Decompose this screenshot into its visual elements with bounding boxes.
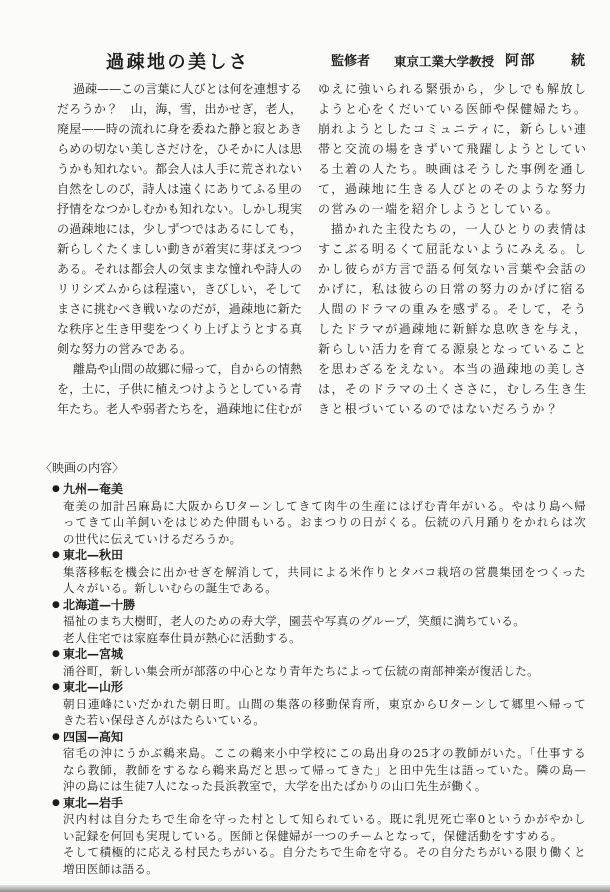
bullet-icon: ● xyxy=(52,797,60,808)
left-column-line: な秩序と生き甲斐をつくり上げようとする真 xyxy=(57,322,302,336)
left-column-line: を，土に，子供に植えつけようとしている青 xyxy=(57,382,302,396)
content-item-region: 東北—岩手 xyxy=(63,795,124,810)
content-item-line: 集落移転を機会に出かせぎを解消して，共同による米作りとタバコ栽培の営農集団をつくった xyxy=(63,564,586,579)
content-item-line: 沢内村は自分たちで生命を守った村として知られている。既に乳児死亡率0というかがやかし xyxy=(63,812,586,826)
right-column-line: を思わざるをえない。本当の過疎地の美しさ xyxy=(318,362,586,376)
content-item-region: 東北—秋田 xyxy=(63,548,124,562)
content-item-region: 九州—奄美 xyxy=(63,482,124,496)
right-column-line: は，そのドラマの土くささに，むしろ生き生 xyxy=(318,382,586,396)
right-column-line: 帯と交流の場をきずいて飛躍しようとしてい xyxy=(318,142,586,156)
content-item-line: の世代に伝えていけるだろうか。 xyxy=(63,531,242,546)
bullet-icon: ● xyxy=(52,599,60,610)
supervisor-role: 監修者 xyxy=(331,54,371,69)
content-item-line: ってきて山羊飼いをはじめた仲間もいる。おまつりの日がくる。伝統の八月踊りをかれらは次 xyxy=(63,515,586,529)
page-title: 過疎地の美しさ xyxy=(106,52,250,73)
content-item-line: 増田医師は語る。 xyxy=(63,861,159,876)
left-column-line: 抒情をなつかしむかも知れない。しかし現実 xyxy=(57,202,302,216)
left-column-line: 離島や山間の故郷に帰って，自からの情熱 xyxy=(73,362,302,376)
left-column-line: リリシズムからは程遠い，きびしい，そして xyxy=(57,282,302,296)
left-column-line: だろうか？ 山，海，雪，出かせぎ，老人， xyxy=(57,102,302,116)
content-item-heading xyxy=(52,481,586,498)
content-item-line: そして積極的に応える村民たちがいる。自分たちで生命を守る。その自分たちがいる限り働くと xyxy=(63,845,586,859)
right-column-line: る土着の人たち。映画はそうした事例を通し xyxy=(318,162,586,176)
right-column-line: すこぶる明るくて屈託ないようにみえる。し xyxy=(318,242,586,256)
left-column-line: うかも知れない。都会人は人手に荒されない xyxy=(57,162,302,176)
right-column-line: かげに，私は彼らの日常の努力のかげに宿る xyxy=(318,282,586,296)
left-column-line: 年たち。老人や弱者たちを，過疎地に住むが xyxy=(57,402,302,416)
left-column-line: まさに挑むべき戦いなのだが，過疎地に新た xyxy=(57,302,302,316)
content-item-heading xyxy=(52,679,586,696)
left-column-line: の過疎地には，少しずつではあるにしても， xyxy=(57,222,302,236)
right-column-line: て，過疎地に生きる人びとのそのような努力 xyxy=(318,182,586,196)
essay-right-column xyxy=(318,79,586,419)
content-item-region: 北海道—十勝 xyxy=(63,597,136,612)
contents-heading: 〈映画の内容〉 xyxy=(40,461,125,475)
content-item-line: きた若い保母さんがはたらいている。 xyxy=(63,713,266,727)
content-item-line: 宿毛の沖にうかぶ鵜来島。ここの鵜来小中学校にこの島出身の25才の教師がいた。「仕事する xyxy=(63,746,586,760)
right-column-line: かし彼らが方言で語る何気ない言葉や会話の xyxy=(318,262,586,276)
content-item-line: 福祉のまち大樹町，老人のための寿大学，園芸や写真のグループ，笑顔に満ちている。 xyxy=(63,614,526,628)
content-item-heading xyxy=(52,646,586,663)
content-item-region: 東北—宮城 xyxy=(63,647,124,661)
left-column-line: 剣な努力の営みである。 xyxy=(57,342,193,356)
right-column-line: ようと心をくだいている医師や保健婦たち。 xyxy=(318,102,586,116)
right-column-line: 崩れようとしたコミュニティに，新らしい連 xyxy=(318,122,586,136)
content-item-line: 涌谷町，新しい集会所が部落の中心となり青年たちによって伝統の南部神楽が復活した。 xyxy=(63,663,539,678)
content-item-heading xyxy=(52,547,586,564)
content-item-heading xyxy=(52,729,586,746)
left-column-line: 過疎——この言葉に人びとは何を連想する xyxy=(73,82,302,96)
right-column-line: 新らしい活力を育てる源泉となっていること xyxy=(318,342,586,356)
right-column-line: ゆえに強いられる緊張から，少しでも解放し xyxy=(318,82,586,96)
content-item-line: 沖の島には生徒7人になった長浜教室で，大学を出たばかりの山口先生が働く。 xyxy=(63,779,487,793)
content-item-line: い記録を何回も実現している。医師と保健婦が一つのチームとなって，保健活動をすすめる。 xyxy=(63,828,563,843)
supervisor-given-name: 統 xyxy=(571,53,585,69)
left-column-line: 新らしくたくましい動きが着実に芽ばえつつ xyxy=(57,242,302,256)
bullet-icon: ● xyxy=(52,550,60,560)
content-item-line: 老人住宅では家庭奉仕員が熱心に活動する。 xyxy=(63,630,301,645)
left-column-line: らめの切ない美しさだけを，ひそかに人は思 xyxy=(57,142,302,156)
content-item-region: 四国—高知 xyxy=(63,729,124,744)
content-item-region: 東北—山形 xyxy=(63,680,124,694)
content-item-line: なら教師，教師をするなら鵜来島だと思って帰ってきた」と田中先生は語っていた。隣の島— xyxy=(63,762,586,777)
right-column-line: 人間のドラマの重みを感ずる。そして，そう xyxy=(318,302,586,316)
left-column-line: 廃屋——時の流れに身を委ねた静と寂とあき xyxy=(57,122,302,136)
essay-left-column xyxy=(57,79,302,419)
content-item-line: 人々がいる。新しいむらの誕生である。 xyxy=(63,581,278,595)
right-column-line: きと根づいているのではないだろうか？ xyxy=(318,402,560,416)
left-column-line: ある。それは都会人の気ままな憧れや詩人の xyxy=(57,262,302,276)
bullet-icon: ● xyxy=(52,649,60,659)
bullet-icon: ● xyxy=(52,484,60,494)
right-column-line: の営みの一端を紹介しようとしている。 xyxy=(318,202,560,216)
bullet-icon: ● xyxy=(52,682,60,692)
content-item-line: 奄美の加計呂麻島に大阪からUターンしてきて肉牛の生産にはげむ青年がいる。やはり島へ帰 xyxy=(63,498,586,513)
supervisor-affiliation: 東京工業大学教授 xyxy=(394,54,495,69)
contents-list xyxy=(52,481,586,877)
supervisor-family-name: 阿部 xyxy=(505,53,536,69)
right-column-line: 描かれた主役たちの，一人ひとりの表情は xyxy=(331,222,586,236)
right-column-line: したドラマが過疎地に新鮮な息吹きを与え， xyxy=(318,322,586,336)
left-column-line: 自然をしのび，詩人は遠くにありてふる里の xyxy=(57,182,302,196)
content-item-heading xyxy=(52,597,586,614)
scan-edge xyxy=(0,885,610,892)
content-item-heading xyxy=(52,795,586,812)
bullet-icon: ● xyxy=(52,731,60,742)
content-item-line: 朝日連峰にいだかれた朝日町。山間の集落の移動保育所，東京からUターンして郷里へ帰って xyxy=(63,696,586,711)
